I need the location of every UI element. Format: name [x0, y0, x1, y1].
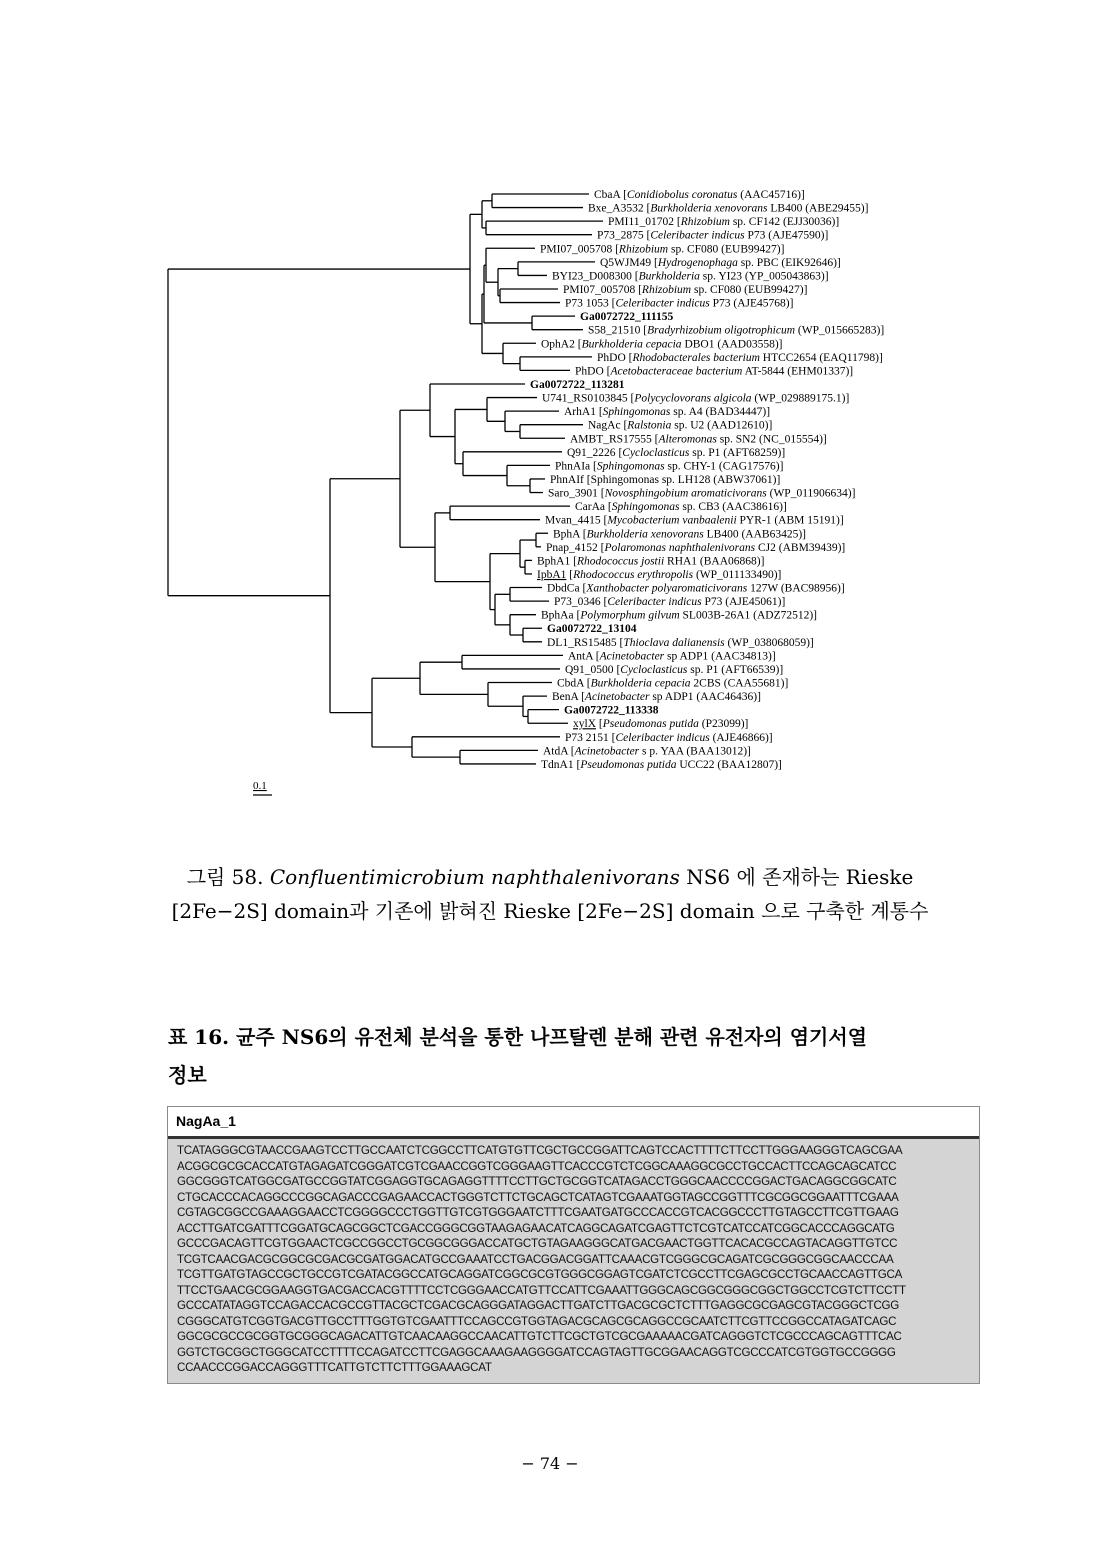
- leaf-organism-open: [: [573, 758, 581, 771]
- leaf-organism: Hydrogenophaga: [657, 256, 738, 269]
- leaf-organism-open: [: [631, 270, 639, 283]
- leaf-organism: Polymorphum gilvum: [580, 609, 680, 622]
- leaf-name: PMI07_005708: [540, 243, 613, 256]
- leaf-label: [573, 718, 748, 730]
- table-title-line2: 정보: [168, 1063, 207, 1087]
- leaf-name: OphA2: [541, 338, 575, 351]
- leaf-organism-open: [: [595, 406, 603, 419]
- sequence-line: TCGTCAACGACGCGGCGCGACGCGATGGACATGCCGAAATCCTGACGGACGGATTCAAACGTCGGGCGCAGATCGCGGGCGGCAACCCAA: [177, 1252, 894, 1266]
- leaf-organism-open: [: [640, 324, 648, 337]
- leaf-organism-open: [: [583, 677, 591, 690]
- leaf-label: [547, 623, 637, 635]
- leaf-label: [540, 243, 784, 255]
- leaf-label: [547, 583, 845, 595]
- leaf-accession: sp. YI23 (YP_005043863)]: [699, 270, 829, 283]
- leaf-name: ArhA1: [564, 406, 596, 419]
- leaf-label: [565, 664, 783, 676]
- leaf-accession: AT-5844 (EHM01337)]: [742, 365, 854, 378]
- leaf-organism-open: [: [605, 501, 612, 514]
- leaf-accession: CJ2 (ABM39439)]: [755, 541, 846, 554]
- leaf-accession: LB400 (ABE29455)]: [767, 202, 869, 215]
- leaf-label: [554, 596, 785, 608]
- species-name: Confluentimicrobium naphthalenivorans: [269, 865, 680, 889]
- leaf-accession: PYR-1 (ABM 15191)]: [736, 514, 844, 527]
- leaf-organism-open: [: [574, 338, 582, 351]
- leaf-accession: SL003B-26A1 (ADZ72512)]: [679, 609, 818, 622]
- leaf-organism: Ralstonia: [627, 419, 672, 432]
- leaf-label: [557, 678, 788, 690]
- leaf-organism: Celeribacter indicus: [607, 596, 702, 609]
- leaf-name: P73_0346: [554, 596, 601, 609]
- leaf-organism-open: [: [578, 691, 585, 704]
- leaf-name: CbdA: [557, 677, 584, 690]
- leaf-name: DL1_RS15485: [547, 636, 617, 649]
- sequence-line: TCATAGGGCGTAACCGAAGTCCTTGCCAATCTCGGCCTTCATGTGTTCGCTGCCGGATTCAGTCCACTTTTCTTCCTTGGGAAGGGTCAGCGAA: [177, 1144, 903, 1157]
- leaf-label: [537, 569, 781, 581]
- sequence-line: CGGGCATGTCGGTGACGTTGCCTTTGGTGTCGAATTTCCAGCCGTGGTAGACGCAGCGCAGGCCGCAATCTTCGTTCCGGCCATAGATCAGC: [177, 1314, 897, 1328]
- leaf-accession: sp. CF080 (EUB99427)]: [691, 283, 808, 296]
- leaf-label: [553, 528, 806, 540]
- leaf-label: [608, 216, 839, 228]
- leaf-organism: Sphingomonas: [611, 501, 680, 514]
- leaf-label: [564, 406, 770, 418]
- leaf-organism: Rhodobacterales bacterium: [632, 351, 760, 364]
- leaf-label: [543, 745, 751, 757]
- leaf-name: NagAc: [588, 419, 621, 432]
- leaf-label: [580, 311, 674, 323]
- leaf-label: [575, 365, 853, 377]
- sequence-line: GGTCTGCGGCTGGGCATCCTTTTCCAGATCCTTCGAGGCAAAGAAGGGGATCCAGTAGTTGCGGAACAGGTCGCCCATCGTGGTGCCGGGG: [177, 1345, 896, 1359]
- leaf-name: IpbA1: [537, 568, 567, 581]
- sequence-line: CCAACCCGGACCAGGGTTTCATTGTCTTCTTTGGAAAGCAT: [177, 1361, 492, 1374]
- leaf-accession: sp. CB3 (AAC38616)]: [679, 501, 787, 514]
- leaf-label: [541, 759, 782, 771]
- sequence-line: CTGCACCCACAGGCCCGGCAGACCCGAGAACCACTGGGTCTTCTGCAGCTCATAGTCGAAATGGTAGCCGGTTTCGCGGCGGAATTTCGAAA: [177, 1190, 899, 1204]
- figure-number: 그림 58.: [186, 865, 270, 889]
- leaf-label: [541, 610, 817, 622]
- leaf-label: [567, 447, 785, 459]
- sequence-line: GGCGGGTCATGGCGATGCCGGTATCGGAGGTGCAGAGGTTTTCCTTGCTGCGGTCATAGACCTGGGCAACCCCGGACTGACAGGCGGCATC: [177, 1175, 897, 1188]
- leaf-label: [548, 488, 855, 500]
- leaf-organism: Celeribacter indicus: [650, 229, 745, 242]
- leaf-organism-open: [: [613, 663, 621, 676]
- tree-labels: [530, 189, 884, 771]
- leaf-name: Ga0072722_113281: [530, 378, 625, 391]
- leaf-organism-open: [: [620, 419, 628, 432]
- leaf-accession: s p. YAA (BAA13012)]: [639, 745, 751, 758]
- leaf-organism-open: [: [597, 541, 605, 554]
- leaf-name: U741_RS0103845: [542, 392, 628, 405]
- leaf-name: Ga0072722_111155: [580, 311, 674, 324]
- leaf-organism: Acetobacteraceae bacterium: [610, 365, 743, 378]
- leaf-accession: sp. P1 (AFT66539)]: [687, 663, 784, 676]
- sequence-header: NagAa_1: [168, 1107, 979, 1139]
- leaf-organism: Acinetobacter: [574, 745, 640, 758]
- leaf-label: [545, 515, 844, 527]
- leaf-accession: (WP_011906634)]: [766, 487, 856, 500]
- leaf-accession: sp. SN2 (NC_015554)]: [716, 433, 827, 446]
- leaf-name: BYI23_D008300: [552, 270, 632, 283]
- leaf-name: CbaA: [594, 189, 621, 201]
- leaf-accession: P73 (AJE47590)]: [744, 229, 829, 242]
- leaf-organism: Sphingomonas: [596, 460, 665, 473]
- figure-caption-line1: [0, 860, 1100, 894]
- leaf-organism: Burkholderia cepacia: [581, 338, 682, 351]
- leaf-label: [564, 705, 659, 717]
- leaf-organism-open: [: [612, 243, 619, 256]
- table-title-line1: 표 16. 균주 NS6의 유전체 분석을 통한 나프탈렌 분해 관련 유전자의 염기서열: [168, 1025, 867, 1049]
- leaf-label: [565, 732, 773, 744]
- leaf-accession: 127W (BAC98956)]: [747, 582, 845, 595]
- leaf-accession: (WP_038068059)]: [724, 636, 814, 649]
- leaf-organism: Pseudomonas putida: [580, 758, 677, 771]
- leaf-name: Ga0072722_13104: [547, 623, 637, 636]
- leaf-organism: Bradyrhizobium oligotrophicum: [647, 324, 796, 337]
- leaf-name: CarAa: [575, 501, 606, 514]
- leaf-label: [594, 189, 805, 201]
- sequence-line: GCCCGACAGTTCGTGGAACTCGCCGGCCTGCGGCGGGACCATGCTGTAGAAGGGCATGACGAACTGGTTCACACGCCAGTACAGGTTGTCC: [177, 1237, 898, 1250]
- leaf-organism-open: [: [643, 202, 651, 215]
- leaf-organism-open: [: [603, 365, 611, 378]
- leaf-accession: P73 (AJE45061)]: [701, 596, 786, 609]
- leaf-name: PhDO: [597, 351, 626, 364]
- leaf-accession: sp. CF080 (EUB99427)]: [668, 243, 785, 256]
- leaf-accession: (WP_029889175.1)]: [751, 392, 850, 405]
- leaf-organism: Rhizobium: [618, 243, 669, 256]
- leaf-name: PMI11_01702: [608, 216, 675, 229]
- leaf-name: AtdA: [543, 745, 568, 758]
- leaf-organism-open: [: [579, 528, 587, 541]
- leaf-name: PhnAIf: [550, 473, 584, 486]
- leaf-organism-open: [: [573, 609, 581, 622]
- sequence-body: [168, 1139, 979, 1383]
- caption-text: NS6 에 존재하는 Rieske: [679, 865, 914, 889]
- leaf-name: P73_2875: [597, 229, 644, 242]
- leaf-accession: sp. CF142 (EJJ30036)]: [729, 216, 840, 229]
- leaf-accession: sp. P1 (AFT68259)]: [689, 446, 786, 459]
- leaf-label: [530, 379, 625, 391]
- leaf-organism-open: [: [616, 636, 624, 649]
- leaf-organism-open: [: [620, 189, 627, 201]
- leaf-name: TdnA1: [541, 758, 574, 771]
- leaf-accession: RHA1 (BAA06868)]: [664, 555, 765, 568]
- leaf-name: PhDO: [575, 365, 604, 378]
- leaf-name: BphAa: [541, 609, 574, 622]
- page-number: − 74 −: [521, 1454, 579, 1473]
- leaf-accession: sp ADP1 (AAC46436)]: [649, 691, 761, 704]
- leaf-organism-open: [: [608, 731, 616, 744]
- leaf-name: xylX: [573, 718, 596, 731]
- leaf-name: P73 2151: [565, 731, 609, 744]
- leaf-annotation: [Sphingomonas sp. LH128 (ABW37061)]: [583, 473, 781, 486]
- leaf-organism-open: [: [627, 392, 635, 405]
- leaf-name: Pnap_4152: [546, 541, 598, 554]
- leaf-label: [600, 257, 841, 269]
- leaf-label: [563, 284, 807, 296]
- leaf-organism: Xanthobacter polyaromaticivorans: [586, 582, 748, 595]
- leaf-organism: Rhizobium: [680, 216, 730, 229]
- sequence-table: [167, 1106, 980, 1384]
- leaf-organism: Burkholderia: [638, 270, 700, 283]
- leaf-label: [550, 474, 780, 486]
- leaf-accession: DBO1 (AAD03558)]: [681, 338, 783, 351]
- leaf-accession: (WP_011133490)]: [693, 568, 782, 581]
- leaf-label: [552, 691, 761, 703]
- leaf-label: [546, 542, 845, 554]
- leaf-organism-open: [: [566, 568, 574, 581]
- leaf-accession: sp. U2 (AAD12610)]: [671, 419, 773, 432]
- leaf-organism-open: [: [635, 283, 642, 296]
- leaf-label: [542, 393, 849, 405]
- figure-caption-line2: [2Fe−2S] domain과 기존에 밝혀진 Rieske [2Fe−2S] domain 으로 구축한 계통수: [171, 899, 929, 923]
- leaf-organism-open: [: [674, 216, 681, 229]
- leaf-organism: Rhizobium: [641, 283, 692, 296]
- leaf-organism: Acinetobacter: [599, 650, 665, 663]
- leaf-organism: Rhodococcus jostii: [576, 555, 665, 568]
- leaf-organism: Polycyclovorans algicola: [634, 392, 752, 405]
- leaf-accession: HTCC2654 (EAQ11798)]: [759, 351, 883, 364]
- leaf-label: [570, 433, 827, 445]
- leaf-name: Q91_0500: [565, 663, 614, 676]
- leaf-organism: Rhodococcus erythropolis: [573, 568, 694, 581]
- leaf-name: Q91_2226: [567, 446, 616, 459]
- leaf-name: BenA: [552, 691, 579, 704]
- leaf-organism-open: [: [590, 460, 597, 473]
- leaf-label: [552, 270, 829, 282]
- leaf-organism: Burkholderia xenovorans: [586, 528, 704, 541]
- leaf-label: [565, 298, 793, 310]
- leaf-organism-open: [: [579, 582, 587, 595]
- leaf-accession: (AAC45716)]: [737, 189, 805, 201]
- leaf-accession: sp ADP1 (AAC34813)]: [664, 650, 776, 663]
- leaf-organism-open: [: [567, 745, 575, 758]
- leaf-label: [541, 338, 783, 350]
- leaf-organism: Novosphingobium aromaticivorans: [604, 487, 767, 500]
- leaf-organism: Alteromonas: [658, 433, 717, 446]
- sequence-line: GGCGCGCCGCGGTGCGGGCAGACATTGTCAACAAGGCCAACATTGTCTTCGCTGTCGCGAAAAACGATCAGGGTCTCGCCCAGCAGTTTCAC: [177, 1330, 902, 1343]
- leaf-organism-open: [: [592, 650, 600, 663]
- scale-bar: [253, 780, 267, 792]
- table-title: [168, 1018, 983, 1094]
- leaf-accession: sp. A4 (BAD34447)]: [670, 406, 771, 419]
- leaf-organism: Polaromonas naphthalenivorans: [604, 541, 756, 554]
- leaf-organism: Cycloclasticus: [620, 663, 688, 676]
- leaf-label: [568, 650, 776, 662]
- leaf-organism-open: [: [596, 718, 603, 731]
- sequence-line: TCGTTGATGTAGCCGCTGCCGTCGATACGGCCATGCAGGATCGGCGCGTGGGCGGAGTCGATCTCGCCTTCGAGCGCCTGCAACCAGTTGCA: [177, 1268, 903, 1281]
- leaf-name: Bxe_A3532: [588, 202, 644, 215]
- leaf-name: S58_21510: [588, 324, 641, 337]
- leaf-organism-open: [: [608, 297, 616, 310]
- leaf-name: AntA: [568, 650, 593, 663]
- leaf-organism: Celeribacter indicus: [615, 297, 710, 310]
- leaf-organism: Thioclava dalianensis: [623, 636, 725, 649]
- leaf-name: Saro_3901: [548, 487, 598, 500]
- leaf-organism: Burkholderia cepacia: [590, 677, 691, 690]
- leaf-organism-open: [: [597, 487, 605, 500]
- leaf-name: Mvan_4415: [545, 514, 601, 527]
- leaf-name: BphA: [553, 528, 580, 541]
- leaf-organism-open: [: [651, 433, 659, 446]
- leaf-organism: Mycobacterium vanbaalenii: [607, 514, 737, 527]
- leaf-label: [588, 325, 884, 337]
- leaf-accession: LB400 (AAB63425)]: [703, 528, 806, 541]
- leaf-label: [547, 637, 814, 649]
- leaf-label: [537, 555, 764, 567]
- leaf-organism-open: [: [600, 514, 608, 527]
- sequence-line: TTCCTGAACGCGGAAGGTGACGACCACGTTTTCCTCGGGAACCATGTTCCATTCGAAATTGGGCAGCGGCGGGCGGCTGGCCTCGTCTTCCTT: [177, 1283, 906, 1297]
- sequence-line: ACCTTGATCGATTTCGGATGCAGCGGCTCGACCGGGCGGTAAGAGAACATCAGGCAGATCGAGTTCTCGTCATCCATCGGCACCCAGGCATG: [177, 1221, 895, 1235]
- leaf-name: Q5WJM49: [600, 256, 652, 269]
- leaf-name: PhnAIa: [555, 460, 591, 473]
- leaf-label: [555, 460, 783, 472]
- leaf-organism-open: [: [643, 229, 651, 242]
- leaf-accession: (AJE46866)]: [709, 731, 773, 744]
- leaf-accession: sp. CHY-1 (CAG17576)]: [664, 460, 784, 473]
- leaf-organism: Pseudomonas putida: [602, 718, 699, 731]
- sequence-line: CGTAGCGGCCGAAAGGAACCTCGGGGCCCTGGTTGTCGTGGGAATCTTTCGAATGATGCCCACCGTCACGGCCCTTGTAGCCTTCGTTGAAG: [177, 1206, 899, 1219]
- leaf-organism: Cycloclasticus: [622, 446, 690, 459]
- leaf-name: AMBT_RS17555: [570, 433, 652, 446]
- leaf-label: [575, 501, 787, 513]
- leaf-accession: (P23099)]: [698, 718, 749, 731]
- leaf-name: BphA1: [537, 555, 571, 568]
- leaf-label: [597, 352, 883, 364]
- leaf-organism: Celeribacter indicus: [615, 731, 710, 744]
- leaf-accession: P73 (AJE45768)]: [709, 297, 794, 310]
- leaf-organism-open: [: [651, 256, 658, 269]
- leaf-accession: sp. PBC (EIK92646)]: [737, 256, 841, 269]
- leaf-accession: 2CBS (CAA55681)]: [690, 677, 789, 690]
- leaf-organism-open: [: [615, 446, 623, 459]
- leaf-name: Ga0072722_113338: [564, 704, 659, 717]
- figure-caption: [0, 860, 1100, 928]
- leaf-accession: (WP_015665283)]: [795, 324, 885, 337]
- scale-bar-label: 0.1: [253, 780, 267, 792]
- leaf-accession: UCC22 (BAA12807)]: [676, 758, 782, 771]
- leaf-label: [588, 203, 868, 215]
- leaf-label: [588, 420, 772, 432]
- leaf-name: P73 1053: [565, 297, 609, 310]
- leaf-organism-open: [: [600, 596, 608, 609]
- leaf-name: DbdCa: [547, 582, 580, 595]
- leaf-name: PMI07_005708: [563, 283, 636, 296]
- sequence-line: GCCCATATAGGTCCAGACCACGCCGTTACGCTCGACGCAGGGATAGGACTTGATCTTGACGCGCTCTTTGAGGCGCGAGCGTACGGGCTCGG: [177, 1299, 900, 1312]
- leaf-organism: Burkholderia xenovorans: [650, 202, 768, 215]
- sequence-line: ACGGCGCGCACCATGTAGAGATCGGGATCGTCGAACCGGTCGGGAAGTTCACCCGTCTCGGCAAAGGCGCCTGCCACTTCCAGCAGCATCC: [177, 1159, 897, 1173]
- leaf-organism-open: [: [625, 351, 633, 364]
- leaf-organism: Acinetobacter: [584, 691, 650, 704]
- leaf-organism: Sphingomonas: [602, 406, 671, 419]
- leaf-organism-open: [: [570, 555, 577, 568]
- leaf-organism: Conidiobolus coronatus: [626, 189, 738, 201]
- leaf-label: [597, 230, 828, 242]
